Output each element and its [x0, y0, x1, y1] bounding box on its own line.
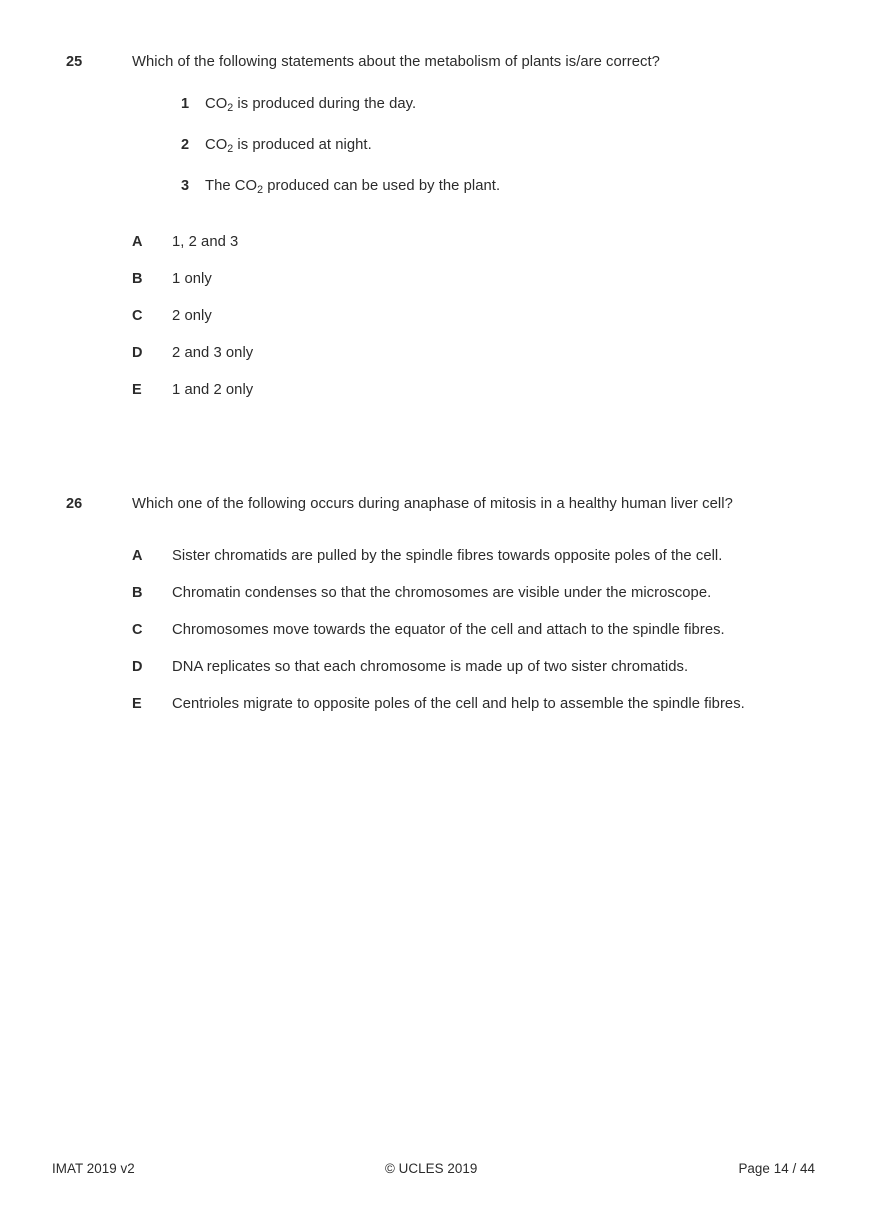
footer-page-number: Page 14 / 44	[738, 1161, 815, 1176]
option-a[interactable]	[0, 546, 870, 583]
option-text: Chromosomes move towards the equator of the cell and attach to the spindle fibres.	[172, 622, 725, 638]
option-letter: C	[132, 308, 143, 324]
question-26-header	[0, 494, 870, 520]
option-letter: D	[132, 659, 143, 675]
question-26-number: 26	[66, 496, 83, 512]
option-text: Sister chromatids are pulled by the spindle fibres towards opposite poles of the cell.	[172, 548, 723, 564]
option-text: 1, 2 and 3	[172, 234, 239, 250]
statement-item	[0, 135, 870, 176]
statement-text-after: produced can be used by the plant.	[263, 178, 501, 194]
question-25	[0, 52, 870, 398]
option-c[interactable]	[0, 306, 870, 343]
question-25-header	[0, 52, 870, 78]
statement-text	[205, 176, 805, 196]
option-d[interactable]	[0, 343, 870, 380]
option-text: 2 only	[172, 308, 212, 324]
question-25-statement-list	[0, 94, 870, 217]
option-letter: E	[132, 696, 142, 712]
option-text: 2 and 3 only	[172, 345, 254, 361]
statement-item	[0, 176, 870, 217]
option-letter: C	[132, 622, 143, 638]
option-text: 1 only	[172, 271, 212, 287]
option-c[interactable]	[0, 620, 870, 657]
question-25-number: 25	[66, 54, 83, 70]
option-letter: D	[132, 345, 143, 361]
footer-paper-code: IMAT 2019 v2	[52, 1161, 135, 1176]
option-letter: E	[132, 382, 142, 398]
statement-text	[205, 94, 805, 114]
statement-subscript: 2	[257, 183, 264, 196]
statement-subscript: 2	[227, 142, 234, 155]
option-letter: A	[132, 548, 143, 564]
statement-text-after: is produced during the day.	[233, 96, 417, 112]
footer-copyright: © UCLES 2019	[385, 1161, 478, 1176]
statement-text-before: CO	[205, 137, 228, 153]
question-25-option-list	[0, 232, 870, 417]
statement-number: 3	[181, 178, 190, 194]
option-text: Centrioles migrate to opposite poles of the cell and help to assemble the spindle fibres.	[172, 696, 745, 712]
option-text: Chromatin condenses so that the chromosomes are visible under the microscope.	[172, 585, 712, 601]
statement-text-after: is produced at night.	[233, 137, 372, 153]
statement-subscript: 2	[227, 101, 234, 114]
option-e[interactable]	[0, 380, 870, 417]
statement-number: 1	[181, 96, 190, 112]
option-text: 1 and 2 only	[172, 382, 254, 398]
option-a[interactable]	[0, 232, 870, 269]
question-26	[0, 494, 870, 712]
question-26-stem: Which one of the following occurs during anaphase of mitosis in a healthy human liver cell?	[132, 496, 733, 512]
statement-text-before: CO	[205, 96, 228, 112]
statement-text	[205, 135, 805, 155]
option-d[interactable]	[0, 657, 870, 694]
statement-text-before: The CO	[205, 178, 258, 194]
question-26-option-list	[0, 546, 870, 731]
option-letter: B	[132, 271, 143, 287]
option-b[interactable]	[0, 583, 870, 620]
option-letter: A	[132, 234, 143, 250]
statement-item	[0, 94, 870, 135]
question-25-stem: Which of the following statements about the metabolism of plants is/are correct?	[132, 54, 660, 70]
option-letter: B	[132, 585, 143, 601]
option-e[interactable]	[0, 694, 870, 731]
option-b[interactable]	[0, 269, 870, 306]
statement-number: 2	[181, 137, 190, 153]
page-footer	[0, 1160, 870, 1182]
option-text: DNA replicates so that each chromosome is made up of two sister chromatids.	[172, 659, 689, 675]
